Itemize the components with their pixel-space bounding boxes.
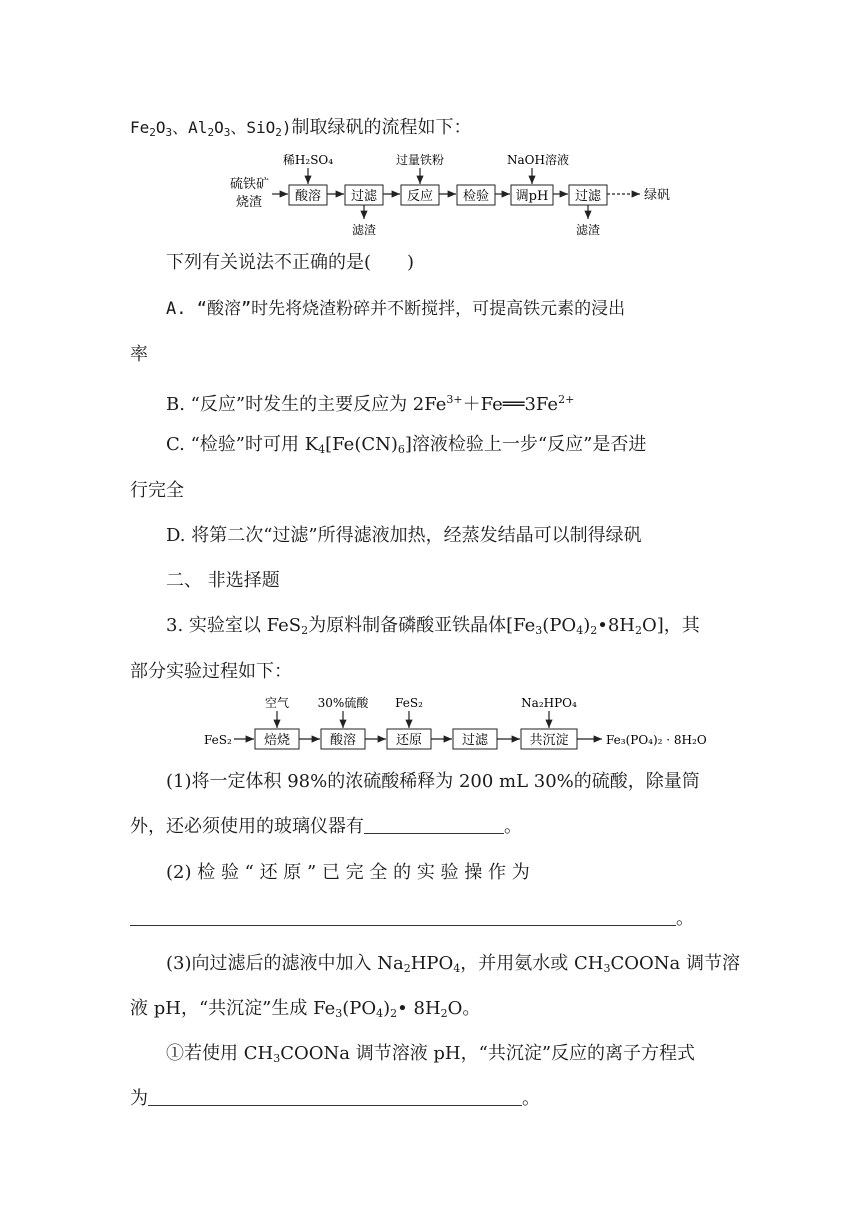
flow2-product: Fe₃(PO₄)₂ · 8H₂O xyxy=(606,733,707,747)
answer-blank-3[interactable] xyxy=(148,1087,522,1106)
q3-line1: 3. 实验室以 FeS$_2$为原料制备磷酸亚铁晶体$[Fe_3(PO_4)_2•8H_2O]$，其 xyxy=(166,615,700,637)
option-a-cont: 率 xyxy=(130,344,148,365)
intro-chem: $Fe_2O_3$、$Al_2O_3$、SiO$_2$) xyxy=(130,118,292,139)
flow2-reagent-air: 空气 xyxy=(264,696,290,710)
q3-part3: (3)向过滤后的滤液中加入 $Na_2HPO_4$，并用氨水或 $CH_3COONa$ 调节溶 xyxy=(166,953,740,975)
svg-text:共沉淀: 共沉淀 xyxy=(529,733,569,748)
q2-intro: $Fe_2O_3$、$Al_2O_3$、SiO$_2$)制取绿矾的流程如下： xyxy=(130,117,472,139)
svg-text:焙烧: 焙烧 xyxy=(263,733,291,748)
svg-text:酸溶: 酸溶 xyxy=(294,189,322,204)
q2-prompt: 下列有关说法不正确的是( ) xyxy=(166,252,415,273)
flow2-reagent-fes2: FeS₂ xyxy=(395,696,423,710)
option-b: B. “反应”时发生的主要反应为 $2Fe^{3+}+Fe══3Fe^{2+}$ xyxy=(166,393,575,415)
flow1-reagent-iron: 过量铁粉 xyxy=(395,153,445,167)
q3-part1-cont: 外，还必须使用的玻璃仪器有 。 xyxy=(130,816,522,837)
q3-part4: ①若使用 $CH_3COONa$ 调节溶液 pH，“共沉淀”反应的离子方程式 xyxy=(166,1043,696,1065)
svg-text:检验: 检验 xyxy=(462,189,490,204)
svg-text:过滤: 过滤 xyxy=(350,189,378,204)
flow1-product: 绿矾 xyxy=(644,188,671,203)
option-c-cont: 行完全 xyxy=(130,480,184,501)
q3-part2-cont: 。 xyxy=(130,906,730,932)
flow2-reagent-na2hpo4: Na₂HPO₄ xyxy=(521,696,577,710)
svg-text:过滤: 过滤 xyxy=(461,733,489,748)
flow1-reagent-naoh: NaOH溶液 xyxy=(507,153,569,167)
q3-part2: (2) 检 验 “ 还 原 ” 已 完 全 的 实 验 操 作 为 xyxy=(166,862,530,883)
svg-text:过滤: 过滤 xyxy=(574,189,602,204)
flow1-start-2: 烧渣 xyxy=(236,195,263,210)
option-c: C. “检验”时可用 $K_4[Fe(CN)_6]$溶液检验上一步“反应”是否进 xyxy=(166,434,647,456)
flow1-residue-2: 滤渣 xyxy=(575,223,601,237)
flow1-reagent-h2so4: 稀H₂SO₄ xyxy=(282,153,334,167)
flow2-start: FeS₂ xyxy=(204,733,232,747)
q3-part4-cont: 为 。 xyxy=(130,1088,540,1109)
svg-text:还原: 还原 xyxy=(395,733,423,748)
flow2-reagent-acid: 30%硫酸 xyxy=(317,696,369,710)
flow1-start-1: 硫铁矿 xyxy=(230,177,270,192)
svg-text:调pH: 调pH xyxy=(515,189,549,204)
answer-blank-1[interactable] xyxy=(364,815,504,834)
svg-text:反应: 反应 xyxy=(406,189,434,204)
flow-diagram-iron-phosphate xyxy=(0,692,860,762)
flow-diagram-green-vitriol xyxy=(0,150,860,245)
svg-text:酸溶: 酸溶 xyxy=(329,733,357,748)
q3-part1: (1)将一定体积 98%的浓硫酸稀释为 200 mL 30%的硫酸，除量筒 xyxy=(166,771,700,792)
section-heading: 二、 非选择题 xyxy=(166,570,280,591)
option-d: D. 将第二次“过滤”所得滤液加热，经蒸发结晶可以制得绿矾 xyxy=(166,525,642,546)
q3-line2: 部分实验过程如下： xyxy=(130,661,292,682)
flow1-residue-1: 滤渣 xyxy=(351,223,377,237)
option-a: A. “酸溶”时先将烧渣粉碎并不断搅拌，可提高铁元素的浸出 xyxy=(166,299,626,319)
q3-part3-cont: 液 pH，“共沉淀”生成 $Fe_3(PO_4)_2•$ $8H_2O$。 xyxy=(130,998,481,1020)
answer-blank-2[interactable] xyxy=(130,907,676,926)
